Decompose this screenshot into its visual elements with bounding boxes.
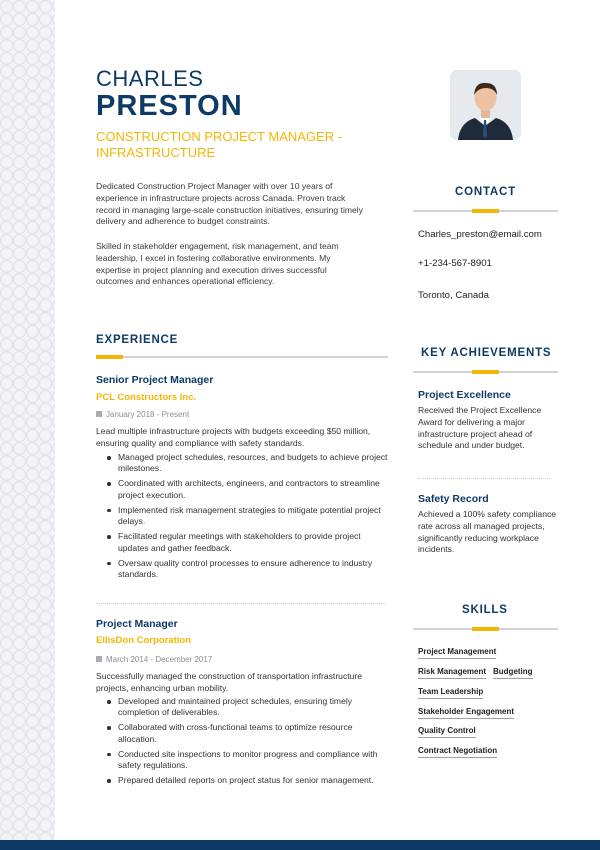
experience-heading: EXPERIENCE	[96, 334, 179, 346]
company-name: PCL Constructors Inc.	[96, 392, 197, 403]
first-name: CHARLES	[96, 66, 204, 91]
job-bullets	[118, 696, 388, 790]
job-bullet: Coordinated with architects, engineers, and contractors to streamline project execution.	[118, 478, 388, 501]
skill-tag: Contract Negotiation	[418, 746, 497, 758]
job-bullet: Oversaw quality control processes to ensure adherence to industry standards.	[118, 558, 388, 581]
job-role: Senior Project Manager	[96, 374, 214, 386]
last-name: PRESTON	[96, 90, 243, 122]
achievement-title: Safety Record	[418, 493, 489, 505]
skills-heading: SKILLS	[462, 604, 508, 616]
skill-tag: Project Management	[418, 647, 496, 659]
summary-paragraph: Dedicated Construction Project Manager with over 10 years of experience in infrastructure projects across Canada. Proven track record in managing large-scale construction initiatives, ensuring timely delivery and adherence to budget constraints.	[96, 181, 364, 227]
contact-location: Toronto, Canada	[418, 290, 489, 301]
skill-tag: Team Leadership	[418, 687, 483, 699]
job-bullet: Prepared detailed reports on project status for senior management.	[118, 775, 388, 786]
job-description: Lead multiple infrastructure projects with budgets exceeding $50 million, ensuring quality and compliance with safety standards.	[96, 426, 371, 448]
job-bullet: Facilitated regular meetings with stakeholders to provide project updates and gather feedback.	[118, 531, 388, 554]
job-title: CONSTRUCTION PROJECT MANAGER - INFRASTRUCTURE	[96, 129, 343, 160]
achievement-description: Achieved a 100% safety compliance rate across all managed projects, significantly reducing workplace incidents.	[418, 509, 557, 555]
calendar-icon	[96, 411, 102, 417]
calendar-icon	[96, 656, 102, 662]
job-dates-text: March 2014 - December 2017	[106, 655, 213, 664]
profile-photo	[450, 70, 521, 140]
achievement-description: Received the Project Excellence Award for delivering a major infrastructure project ahead of schedule and under budget.	[418, 405, 542, 451]
job-separator	[96, 603, 386, 604]
job-bullet: Implemented risk management strategies to mitigate potential project delays.	[118, 505, 388, 528]
experience-divider	[96, 356, 388, 358]
skill-tag: Risk Management	[418, 667, 486, 679]
achievements-heading: KEY ACHIEVEMENTS	[421, 347, 552, 359]
skill-tag: Stakeholder Engagement	[418, 707, 514, 719]
job-dates	[96, 655, 212, 664]
job-bullet: Collaborated with cross-functional teams to optimize resource allocation.	[118, 722, 388, 745]
job-bullets	[118, 452, 388, 584]
job-bullet: Managed project schedules, resources, and budgets to achieve project milestones.	[118, 452, 388, 474]
decorative-pattern-strip	[0, 0, 55, 840]
job-bullet: Developed and maintained project schedules, ensuring timely completion of deliverables.	[118, 696, 388, 719]
contact-divider	[413, 210, 558, 212]
skill-tag: Budgeting	[493, 667, 533, 679]
contact-email[interactable]: Charles_preston@email.com	[418, 229, 542, 240]
footer-bar	[0, 840, 600, 850]
skills-divider	[413, 628, 558, 630]
contact-phone[interactable]: +1-234-567-8901	[418, 258, 492, 269]
achievement-separator	[418, 478, 550, 479]
job-bullet: Conducted site inspections to monitor progress and compliance with safety regulations.	[118, 749, 388, 772]
achievement-title: Project Excellence	[418, 389, 511, 401]
company-name: EllisDon Corporation	[96, 635, 191, 646]
job-dates-text: January 2018 - Present	[106, 410, 190, 419]
job-role: Project Manager	[96, 618, 178, 630]
achievements-divider	[413, 371, 558, 373]
contact-heading: CONTACT	[455, 186, 516, 198]
job-description: Successfully managed the construction of transportation infrastructure projects, enhancing urban mobility.	[96, 671, 363, 693]
job-dates	[96, 410, 189, 419]
summary-paragraph: Skilled in stakeholder engagement, risk management, and team leadership, I excel in fostering collaborative environments. My expertise in project planning and execution drives successful outcomes and enhances operational efficiency.	[96, 241, 339, 287]
skill-tag: Quality Control	[418, 726, 476, 738]
